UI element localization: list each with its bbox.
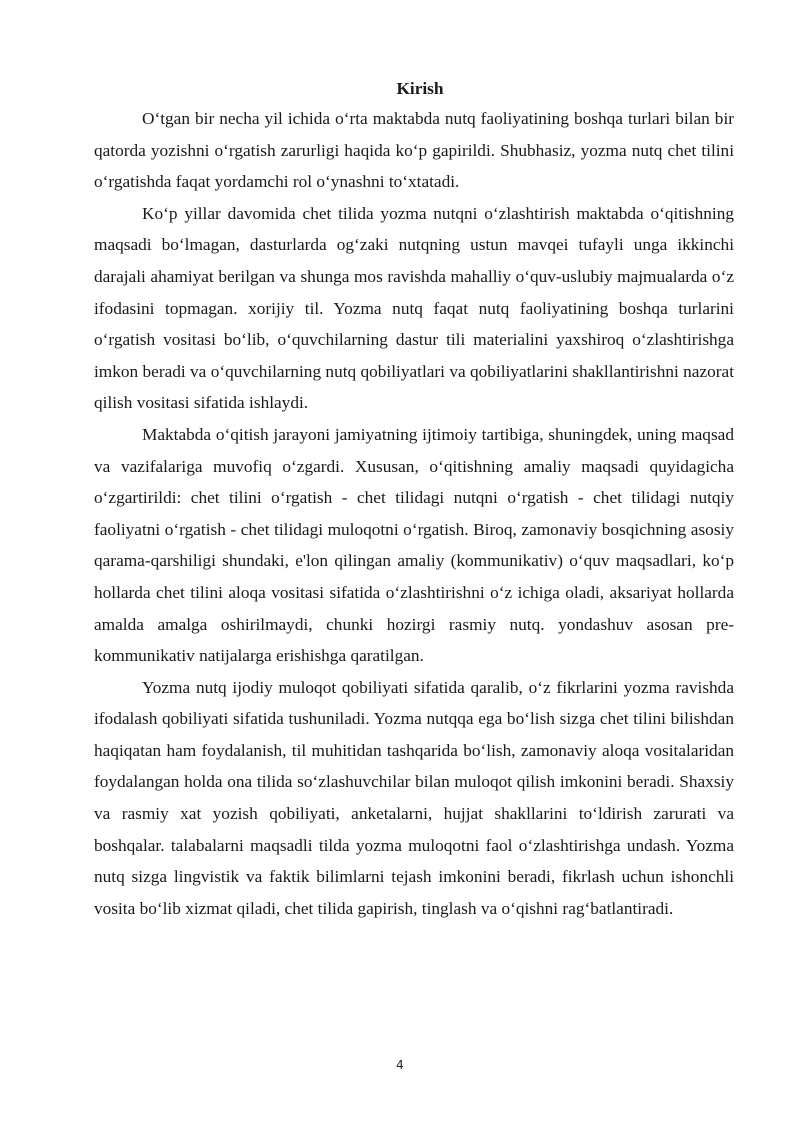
paragraph-1: O‘tgan bir necha yil ichida o‘rta maktabda nutq faoliyatining boshqa turlari bilan bir qatorda yozishni o‘rgatish zarurligi haqida ko‘p gapirildi. Shubhasiz, yozma nutq chet tilini o‘rgatishda faqat yordamchi rol o‘ynashni to‘xtatadi. <box>94 109 734 192</box>
page-number: 4 <box>396 1058 404 1072</box>
document-body <box>94 75 734 924</box>
paragraph-4: Yozma nutq ijodiy muloqot qobiliyati sifatida qaralib, o‘z fikrlarini yozma ravishda ifodalash qobiliyati sifatida tushuniladi. Yozma nutqqa ega bo‘lish sizga chet tilini bilishdan haqiqatan ham foydalanish, til muhitidan tashqarida bo‘lish, zamonaviy aloqa vositalaridan foydalangan holda ona tilida so‘zlashuvchilar bilan muloqot qilish imkonini beradi. Shaxsiy va rasmiy xat yozish qobiliyati, anketalarni, hujjat shakllarini to‘ldirish zarurati va boshqalar. talabalarni maqsadli tilda yozma muloqotni faol o‘zlashtirishga undash. Yozma nutq sizga lingvistik va faktik bilimlarni tejash imkonini beradi, fikrlash uchun ishonchli vosita bo‘lib xizmat qiladi, chet tilida gapirish, tinglash va o‘qishni rag‘batlantiradi. <box>94 677 734 918</box>
paragraph-3: Maktabda o‘qitish jarayoni jamiyatning ijtimoiy tartibiga, shuningdek, uning maqsad va vazifalariga muvofiq o‘zgardi. Xususan, o‘qitishning amaliy maqsadi quyidagicha o‘zgartirildi: chet tilini o‘rgatish - chet tilidagi nutqni o‘rgatish - chet tilidagi nutqiy faoliyatni o‘rgatish - chet tilidagi muloqotni o‘rgatish. Biroq, zamonaviy bosqichning asosiy qarama-qarshiligi shundaki, e'lon qilingan amaliy (kommunikativ) o‘quv maqsadlari, ko‘p hollarda chet tilini aloqa vositasi sifatida o‘zlashtirishni o‘z ichiga oladi, aksariyat hollarda amalda amalga oshirilmaydi, chunki hozirgi rasmiy nutq. yondashuv asosan pre-kommunikativ natijalarga erishishga qaratilgan. <box>94 424 734 666</box>
paragraph-2: Ko‘p yillar davomida chet tilida yozma nutqni o‘zlashtirish maktabda o‘qitishning maqsadi bo‘lmagan, dasturlarda og‘zaki nutqning ustun mavqei tufayli unga ikkinchi darajali ahamiyat berilgan va shunga mos ravishda mahalliy o‘quv-uslubiy majmualarda o‘z ifodasini topmagan. xorijiy til. Yozma nutq faqat nutq faoliyatining boshqa turlarini o‘rgatish vositasi bo‘lib, o‘quvchilarning dastur tili materialini yaxshiroq o‘zlashtirishga imkon beradi va o‘quvchilarning nutq qobiliyatlari va qobiliyatlarini shakllantirishni nazorat qilish vositasi sifatida ishlaydi. <box>94 203 734 413</box>
section-title: Kirish <box>396 79 444 98</box>
